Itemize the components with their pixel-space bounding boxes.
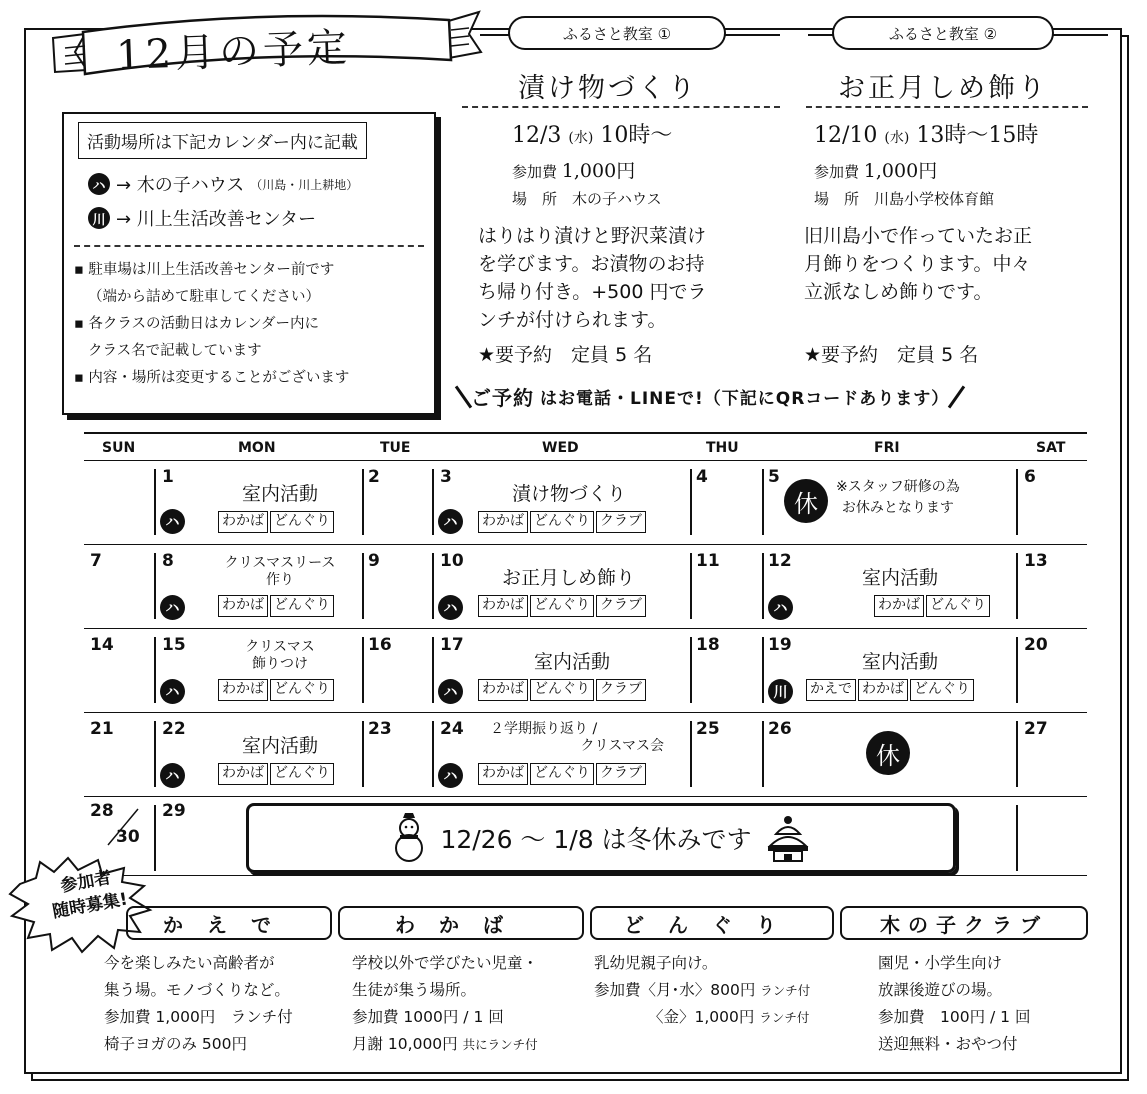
classroom-2-place: 場 所 川島小学校体育館 bbox=[814, 190, 995, 208]
activity-dec22: 室内活動 bbox=[242, 735, 319, 757]
classroom-2-fee: 参加費 1,000円 bbox=[814, 160, 938, 182]
kaede-description: 今を楽しみたい高齢者が 集う場。モノづくりなど。 参加費 1,000円 ランチ付 椅子ヨガのみ 500円 bbox=[104, 954, 293, 1053]
tags-dec10: わかば どんぐり クラブ bbox=[478, 595, 646, 617]
classroom-1-description: はりはり漬けと野沢菜漬け を学びます。お漬物のお持 ち帰り付き。+500 円でラ ンチが付けられます。 bbox=[478, 225, 707, 331]
class-type-kinoko-club: 木の子クラブ bbox=[840, 906, 1088, 940]
tags-dec15: わかば どんぐり bbox=[218, 679, 334, 701]
classroom-1-reservation: ★要予約 定員 5 名 bbox=[478, 344, 653, 366]
donguri-description: 乳幼児親子向け。 参加費〈月･水〉800円 ランチ付 〈金〉1,000円 ランチ付 bbox=[594, 954, 811, 1026]
activity-dec12: 室内活動 bbox=[862, 567, 939, 589]
badge-ha-icon: ハ bbox=[160, 509, 185, 534]
classroom-1-date: 12/3 (水) 10時～ bbox=[512, 123, 673, 148]
dow-sun: SUN bbox=[102, 440, 136, 456]
classroom-1-label: ふるさと教室 ① bbox=[508, 16, 726, 50]
dow-mon: MON bbox=[238, 440, 276, 456]
classroom-1-title: 漬け物づくり bbox=[518, 73, 698, 104]
badge-ha-icon: ハ bbox=[438, 763, 463, 788]
week-2: 7 8 9 10 11 12 13 クリスマスリース 作り ハ わかば どんぐり お正月しめ飾り ハ わかば どんぐり クラブ 室内活動 ハ わかば どんぐり bbox=[84, 544, 1087, 628]
tags-dec19: かえで わかば どんぐり bbox=[806, 679, 974, 701]
tags-dec24: わかば どんぐり クラブ bbox=[478, 763, 646, 785]
dow-thu: THU bbox=[706, 440, 739, 456]
tags-dec17: わかば どんぐり クラブ bbox=[478, 679, 646, 701]
winter-break-text: 12/26 ～ 1/8 は冬休みです bbox=[440, 825, 752, 854]
badge-ha-icon: ハ bbox=[438, 595, 463, 620]
week-4: 21 22 23 24 25 26 27 室内活動 ハ わかば どんぐり ２学期振り返り / クリスマス会 ハ わかば どんぐり クラブ 休 bbox=[84, 712, 1087, 796]
staff-training-note: ※スタッフ研修の為 お休みとなります bbox=[836, 479, 960, 516]
calendar-top-rule bbox=[84, 432, 1087, 434]
wakaba-description: 学校以外で学びたい児童・ 生徒が集う場所。 参加費 1000円 / 1 回 月謝 10,000円 共にランチ付 bbox=[352, 954, 539, 1053]
reservation-banner: ご予約 はお電話・LINEで!（下記にQRコードあります） bbox=[462, 382, 1092, 411]
classroom-1-place: 場 所 木の子ハウス bbox=[512, 190, 662, 208]
activity-dec8: クリスマスリース 作り bbox=[224, 555, 336, 588]
location-badge-kawa: 川 bbox=[88, 207, 110, 229]
kagami-mochi-icon bbox=[766, 814, 810, 862]
dow-wed: WED bbox=[542, 440, 579, 456]
activity-dec24: ２学期振り返り / クリスマス会 bbox=[490, 721, 664, 754]
classroom-2-divider bbox=[806, 106, 1088, 108]
classroom-1-fee: 参加費 1,000円 bbox=[512, 160, 636, 182]
activity-dec17: 室内活動 bbox=[534, 651, 611, 673]
activity-dec3: 漬け物づくり bbox=[512, 483, 627, 505]
badge-ha-icon: ハ bbox=[768, 595, 793, 620]
divider bbox=[74, 245, 424, 247]
recruit-text: 参加者 随時募集! bbox=[51, 867, 130, 923]
dow-fri: FRI bbox=[874, 440, 900, 456]
tags-dec3: わかば どんぐり クラブ bbox=[478, 511, 646, 533]
location-line-1: ハ → 木の子ハウス （川島・川上耕地） bbox=[88, 171, 424, 197]
note-parking-detail: （端から詰めて駐車してください） bbox=[88, 289, 320, 305]
tags-dec1: わかば どんぐり bbox=[218, 511, 334, 533]
note-class-days: ▪ 各クラスの活動日はカレンダー内に bbox=[74, 316, 320, 332]
week-1: 1 2 3 4 5 6 室内活動 ハ わかば どんぐり 漬け物づくり ハ わかば どんぐり クラブ 休 ※スタッフ研修の為 お休みとなります bbox=[84, 460, 1087, 544]
dow-sat: SAT bbox=[1036, 440, 1066, 456]
classroom-1-divider bbox=[462, 106, 780, 108]
week-3: 14 15 16 17 18 19 20 クリスマス 飾りつけ ハ わかば どんぐり 室内活動 ハ わかば どんぐり クラブ 室内活動 川 かえで わかば どんぐり bbox=[84, 628, 1087, 712]
note-class-days-detail: クラス名で記載しています bbox=[88, 343, 262, 359]
class-type-wakaba: わかば bbox=[338, 906, 584, 940]
activity-dec19: 室内活動 bbox=[862, 651, 939, 673]
snowman-icon bbox=[392, 812, 426, 864]
location-badge-ha: ハ bbox=[88, 173, 110, 195]
day-29: 29 bbox=[162, 801, 186, 821]
classroom-2-description: 旧川島小で作っていたお正 月飾りをつくります。中々 立派なしめ飾りです。 bbox=[804, 225, 1033, 303]
badge-ha-icon: ハ bbox=[438, 509, 463, 534]
rest-icon: 休 bbox=[784, 479, 828, 523]
dow-tue: TUE bbox=[380, 440, 411, 456]
note-parking: ▪ 駐車場は川上生活改善センター前です bbox=[74, 262, 335, 278]
activity-dec10: お正月しめ飾り bbox=[502, 567, 636, 589]
classroom-2-date: 12/10 (水) 13時～15時 bbox=[814, 123, 1039, 148]
winter-break-box bbox=[246, 803, 956, 873]
class-type-donguri: どんぐり bbox=[590, 906, 834, 940]
location-line-2: 川 → 川上生活改善センター bbox=[88, 205, 424, 231]
badge-ha-icon: ハ bbox=[438, 679, 463, 704]
tags-dec8: わかば どんぐり bbox=[218, 595, 334, 617]
rest-icon: 休 bbox=[866, 731, 910, 775]
page-title: 12月の予定 bbox=[115, 24, 352, 80]
day-30: 30 bbox=[116, 827, 140, 847]
note-changes: ▪ 内容・場所は変更することがございます bbox=[74, 370, 350, 386]
day-28: 28 bbox=[90, 801, 114, 821]
info-box bbox=[62, 112, 436, 415]
info-title: 活動場所は下記カレンダー内に記載 bbox=[78, 122, 367, 159]
activity-dec1: 室内活動 bbox=[242, 483, 319, 505]
pen-stroke-icon bbox=[948, 385, 965, 408]
week-5 bbox=[84, 796, 1087, 876]
classroom-2-reservation: ★要予約 定員 5 名 bbox=[804, 344, 979, 366]
activity-dec15: クリスマス 飾りつけ bbox=[245, 639, 315, 672]
badge-ha-icon: ハ bbox=[160, 595, 185, 620]
classroom-2-label: ふるさと教室 ② bbox=[832, 16, 1054, 50]
classroom-2-title: お正月しめ飾り bbox=[838, 73, 1048, 104]
kinoko-club-description: 園児・小学生向け 放課後遊びの場。 参加費 100円 / 1 回 送迎無料・おやつ付 bbox=[878, 954, 1031, 1053]
tags-dec22: わかば どんぐり bbox=[218, 763, 334, 785]
badge-ha-icon: ハ bbox=[160, 679, 185, 704]
class-type-kaede: かえで bbox=[126, 906, 332, 940]
badge-ha-icon: ハ bbox=[160, 763, 185, 788]
tags-dec12: わかば どんぐり bbox=[874, 595, 990, 617]
badge-kawa-icon: 川 bbox=[768, 679, 793, 704]
